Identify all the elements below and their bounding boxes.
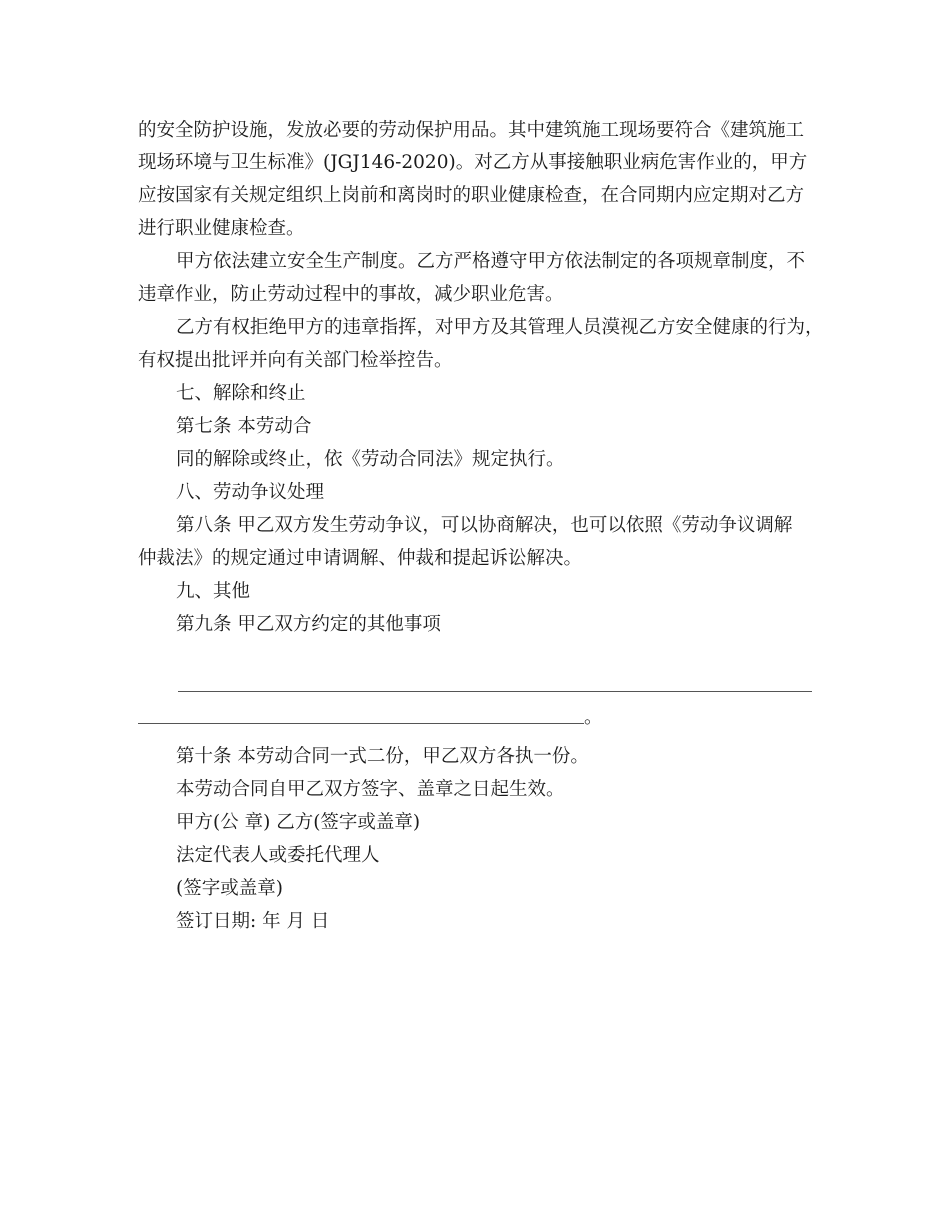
clause-8-line-2: 仲裁法》的规定通过申请调解、仲裁和提起诉讼解决。 bbox=[138, 548, 583, 569]
text-line-4: 进行职业健康检查。 bbox=[138, 218, 305, 239]
text-line-3: 应按国家有关规定组织上岗前和离岗时的职业健康检查，在合同期内应定期对乙方 bbox=[138, 185, 805, 206]
text-line-6: 违章作业，防止劳动过程中的事故，减少职业危害。 bbox=[138, 284, 564, 305]
effective-clause: 本劳动合同自甲乙双方签字、盖章之日起生效。 bbox=[176, 779, 565, 800]
blank-end-period: 。 bbox=[584, 707, 603, 728]
signing-date-line: 签订日期: 年 月 日 bbox=[176, 911, 330, 932]
text-line-7: 乙方有权拒绝甲方的违章指挥，对甲方及其管理人员漠视乙方安全健康的行为， bbox=[176, 317, 824, 338]
text-line-8: 有权提出批评并向有关部门检举控告。 bbox=[138, 350, 453, 371]
party-signature-line: 甲方(公 章) 乙方(签字或盖章) bbox=[176, 812, 421, 833]
clause-8-line-1: 第八条 甲乙双方发生劳动争议，可以协商解决，也可以依照《劳动争议调解 bbox=[176, 515, 793, 536]
section-heading-8: 八、劳动争议处理 bbox=[176, 482, 325, 503]
legal-representative-line: 法定代表人或委托代理人 bbox=[176, 845, 380, 866]
clause-7-body: 同的解除或终止，依《劳动合同法》规定执行。 bbox=[176, 449, 565, 470]
section-heading-7: 七、解除和终止 bbox=[176, 383, 306, 404]
signature-note-line: (签字或盖章) bbox=[176, 878, 283, 899]
clause-7-start: 第七条 本劳动合 bbox=[176, 416, 312, 437]
section-heading-9: 九、其他 bbox=[176, 581, 251, 602]
clause-9: 第九条 甲乙双方约定的其他事项 bbox=[176, 614, 441, 635]
text-line-5: 甲方依法建立安全生产制度。乙方严格遵守甲方依法制定的各项规章制度，不 bbox=[176, 251, 806, 272]
blank-fill-line-1 bbox=[178, 691, 812, 692]
text-line-2: 现场环境与卫生标准》(JGJ146-2020)。对乙方从事接触职业病危害作业的，甲方 bbox=[138, 152, 808, 173]
text-line-1: 的安全防护设施，发放必要的劳动保护用品。其中建筑施工现场要符合《建筑施工 bbox=[138, 120, 805, 141]
clause-10: 第十条 本劳动合同一式二份，甲乙双方各执一份。 bbox=[176, 746, 589, 767]
blank-fill-line-2 bbox=[138, 723, 584, 724]
